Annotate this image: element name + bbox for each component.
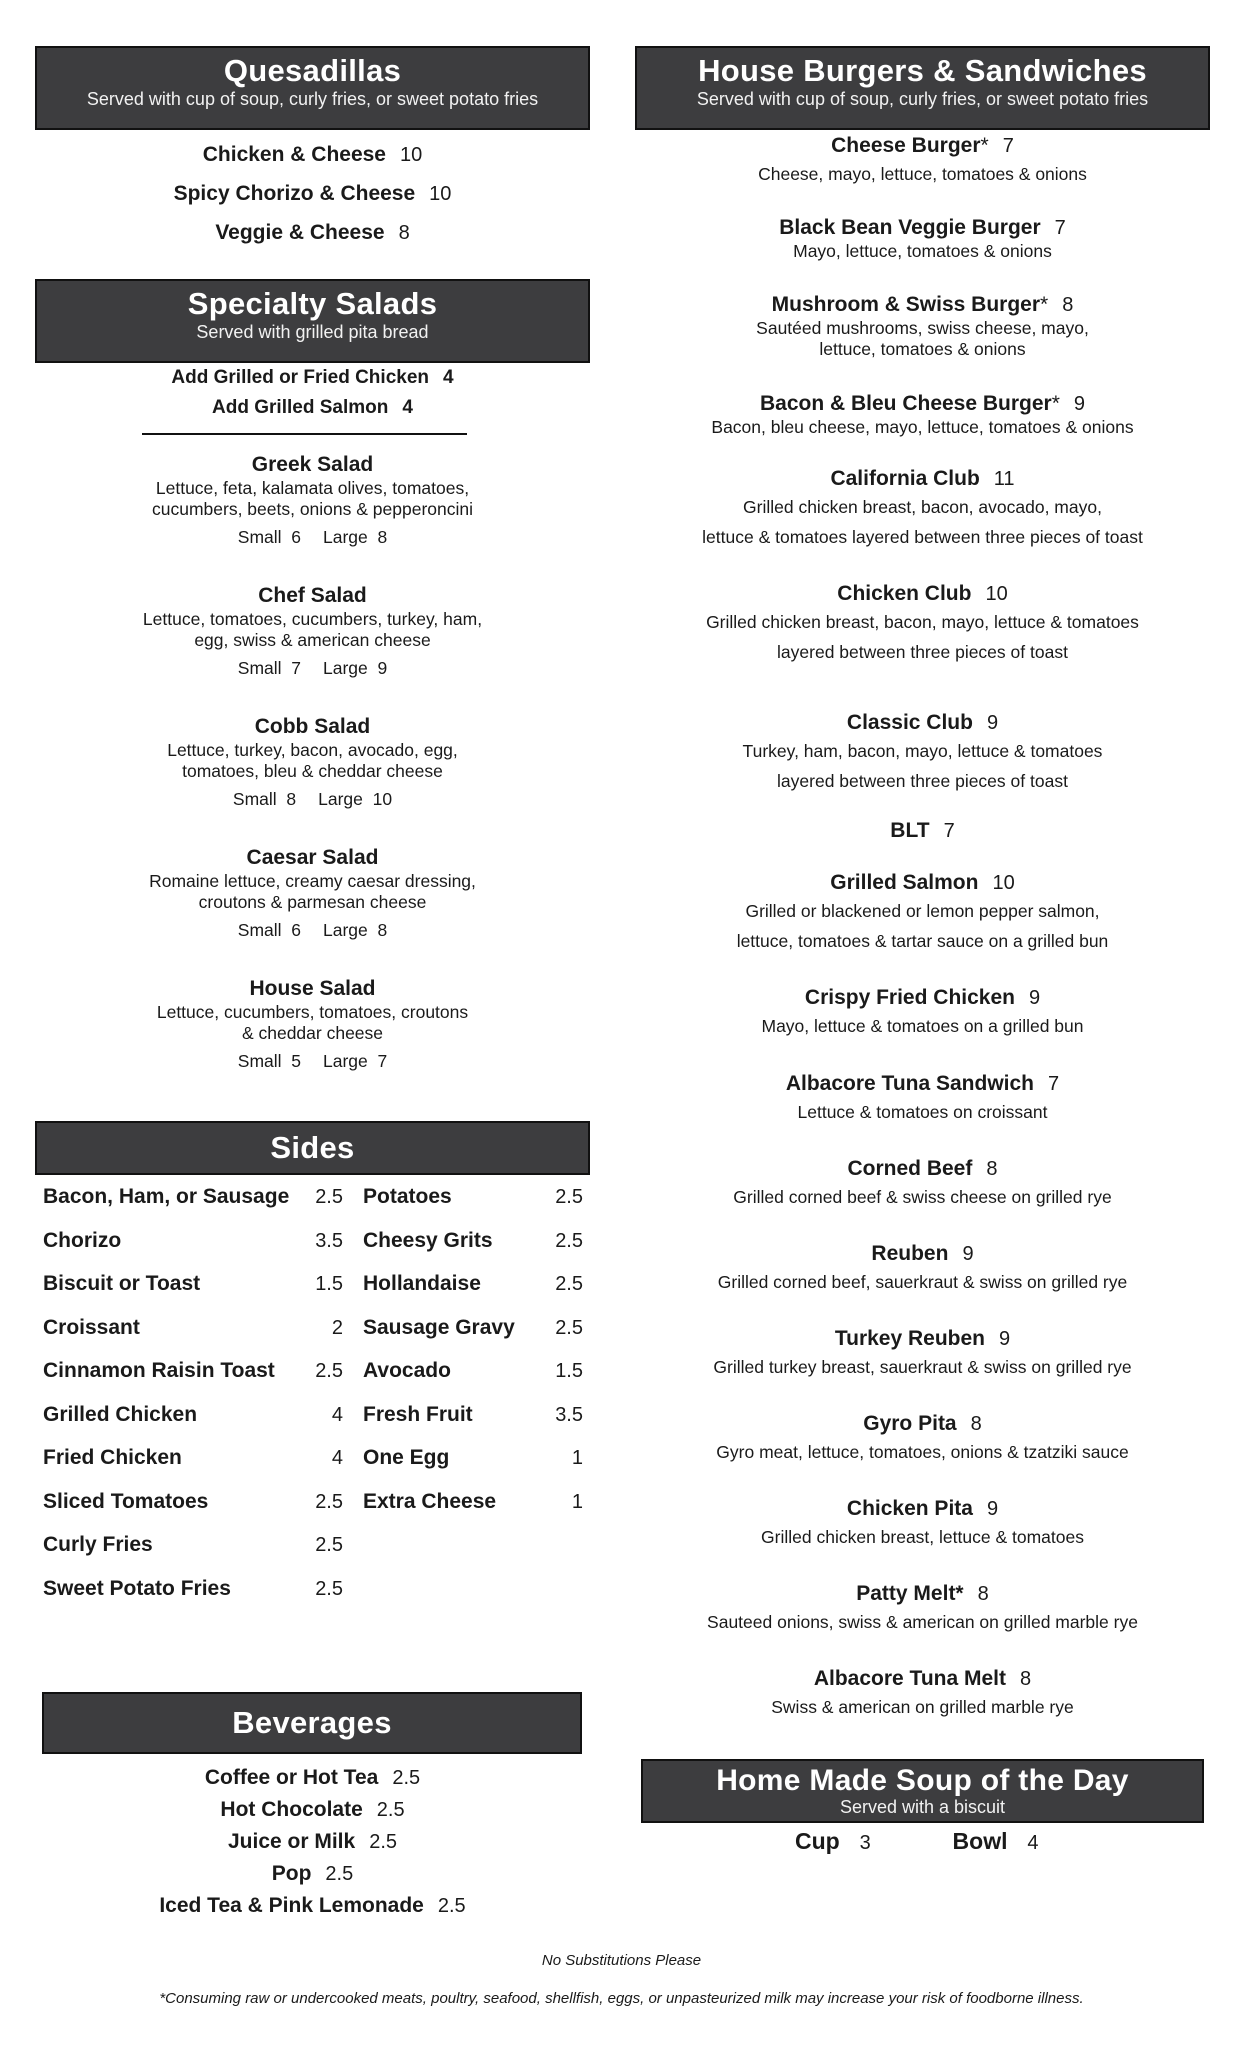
salad-large-price: Large 8 — [323, 920, 388, 940]
side-name: Cinnamon Raisin Toast — [43, 1359, 275, 1382]
raw-warning-asterisk: * — [980, 134, 989, 157]
sandwich-desc-line1: Grilled chicken breast, bacon, mayo, lettuce & tomatoes — [706, 612, 1139, 632]
side-name: Fried Chicken — [43, 1446, 182, 1469]
side-item — [43, 1402, 343, 1428]
sandwich-name: Corned Beef — [847, 1157, 973, 1180]
salad-name: Cobb Salad — [254, 715, 371, 738]
side-item — [363, 1358, 583, 1384]
salad-desc-line1: Lettuce, tomatoes, cucumbers, turkey, ham, — [142, 609, 483, 629]
salad-small-price: Small 5 — [237, 1051, 301, 1071]
side-name: Fresh Fruit — [363, 1402, 473, 1426]
salad-name: Greek Salad — [251, 453, 374, 476]
sandwich-title-line — [635, 292, 1210, 318]
sandwich-title-line — [635, 1156, 1210, 1182]
side-price: 4 — [331, 1447, 343, 1469]
side-price: 2.5 — [315, 1534, 343, 1556]
sandwich-item — [635, 1496, 1210, 1552]
side-price: 2.5 — [555, 1316, 583, 1339]
salad-sizes — [35, 527, 590, 548]
sandwich-price: 8 — [977, 1583, 989, 1605]
addon-name: Add Grilled or Fried Chicken — [171, 367, 430, 388]
side-item — [43, 1184, 343, 1210]
beverage-price: 2.5 — [325, 1863, 354, 1885]
sandwich-desc-line1: Grilled chicken breast, lettuce & tomatoes — [761, 1527, 1084, 1547]
side-name: Curly Fries — [43, 1533, 153, 1556]
salad-small-price: Small 7 — [237, 658, 301, 678]
sandwich-price: 9 — [999, 1328, 1011, 1350]
side-price: 3.5 — [315, 1229, 343, 1252]
sandwich-price: 10 — [985, 583, 1008, 605]
side-name: Hollandaise — [363, 1272, 481, 1295]
salad-desc-line2: cucumbers, beets, onions & pepperoncini — [151, 499, 474, 519]
sandwich-price: 7 — [1048, 1073, 1060, 1095]
beverage-price: 2.5 — [376, 1799, 405, 1821]
soup-bowl-price: 4 — [1027, 1832, 1039, 1854]
side-name: Croissant — [43, 1315, 140, 1339]
sandwich-desc-line2: layered between three pieces of toast — [777, 642, 1068, 662]
salad-desc-line2: & cheddar cheese — [241, 1023, 384, 1043]
raw-warning-asterisk: * — [1040, 293, 1049, 316]
sandwich-title-line — [635, 870, 1210, 896]
sandwich-title-line — [635, 1496, 1210, 1522]
soup-cup-price: 3 — [859, 1832, 871, 1854]
soup-header — [641, 1759, 1204, 1823]
side-name: Cheesy Grits — [363, 1228, 493, 1252]
beverage-price: 2.5 — [437, 1895, 466, 1917]
quesadillas-subtitle: Served with cup of soup, curly fries, or sweet potato fries — [86, 89, 539, 109]
beverage-name: Juice or Milk — [227, 1830, 356, 1853]
quesadilla-item — [35, 220, 590, 246]
beverage-item — [35, 1829, 590, 1855]
sandwich-item — [635, 581, 1210, 667]
quesadilla-name: Veggie & Cheese — [215, 221, 385, 244]
sandwich-desc-line1: Grilled chicken breast, bacon, avocado, mayo, — [743, 497, 1102, 517]
quesadilla-name: Spicy Chorizo & Cheese — [173, 182, 416, 205]
sandwich-desc-line1: Grilled or blackened or lemon pepper salmon, — [745, 901, 1100, 921]
beverage-item — [35, 1797, 590, 1823]
soup-bowl-label: Bowl — [952, 1828, 1008, 1854]
salads-title: Specialty Salads — [187, 286, 438, 321]
sandwich-item — [635, 1241, 1210, 1297]
sandwich-name: Chicken Pita — [846, 1497, 973, 1520]
sandwich-name: Classic Club — [846, 711, 973, 734]
sandwich-price: 7 — [1054, 217, 1066, 239]
side-item — [363, 1271, 583, 1297]
sandwich-price: 8 — [1020, 1668, 1032, 1690]
salad-item — [35, 845, 590, 941]
sandwich-desc-line2: layered between three pieces of toast — [777, 771, 1068, 791]
salad-small-price: Small 6 — [237, 527, 301, 547]
beverage-name: Pop — [271, 1862, 312, 1885]
soup-prices — [795, 1828, 1038, 1856]
salad-sizes — [35, 920, 590, 941]
sandwich-desc-line2: lettuce, tomatoes & onions — [819, 339, 1026, 359]
salad-desc-line1: Romaine lettuce, creamy caesar dressing, — [149, 871, 476, 891]
salads-header — [35, 279, 590, 363]
sandwich-desc-line1: Lettuce & tomatoes on croissant — [797, 1102, 1048, 1122]
sides-title: Sides — [270, 1130, 355, 1165]
soup-title: Home Made Soup of the Day — [716, 1764, 1129, 1797]
sandwich-title-line — [635, 818, 1210, 844]
beverages-title: Beverages — [232, 1705, 392, 1740]
sandwich-title-line — [635, 1411, 1210, 1437]
sandwich-price: 10 — [992, 872, 1015, 894]
salad-small-price: Small 8 — [232, 789, 297, 809]
side-price: 4 — [331, 1403, 343, 1426]
sandwich-name: Chicken Club — [837, 582, 972, 605]
sandwich-price: 9 — [986, 1498, 999, 1520]
sandwich-item — [635, 1156, 1210, 1212]
burgers-subtitle: Served with cup of soup, curly fries, or sweet potato fries — [696, 89, 1149, 109]
sandwich-desc-line2: lettuce & tomatoes layered between three pieces of toast — [702, 527, 1143, 547]
sandwich-desc-line1: Cheese, mayo, lettuce, tomatoes & onions — [758, 164, 1087, 184]
beverage-item — [35, 1765, 590, 1791]
side-price: 1 — [571, 1490, 583, 1513]
salad-addon — [35, 364, 590, 391]
sandwich-price: 8 — [970, 1413, 982, 1435]
side-item — [363, 1489, 583, 1515]
salad-large-price: Large 10 — [318, 789, 393, 809]
salads-divider — [142, 433, 467, 435]
sandwich-price: 11 — [993, 468, 1015, 490]
side-price: 2.5 — [555, 1273, 583, 1295]
sandwich-title-line — [635, 1581, 1210, 1607]
foodborne-illness-disclaimer: *Consuming raw or undercooked meats, poultry, seafood, shellfish, eggs, or unpasteurized milk may increase your risk of foodborne illness. — [159, 1990, 1084, 2007]
beverage-name: Coffee or Hot Tea — [204, 1766, 379, 1789]
sandwich-name: Crispy Fried Chicken — [804, 986, 1015, 1009]
quesadilla-price: 8 — [398, 222, 410, 244]
side-name: Extra Cheese — [363, 1489, 497, 1513]
salad-sizes — [35, 789, 590, 810]
side-item — [43, 1445, 343, 1471]
sandwich-desc-line1: Turkey, ham, bacon, mayo, lettuce & tomatoes — [742, 741, 1103, 761]
side-item — [43, 1271, 343, 1297]
sandwich-title-line — [635, 1666, 1210, 1692]
side-price: 2.5 — [555, 1229, 583, 1252]
sandwich-title-line — [635, 581, 1210, 607]
beverage-price: 2.5 — [369, 1831, 398, 1853]
side-item — [43, 1576, 343, 1602]
side-price: 1 — [571, 1447, 583, 1469]
side-name: Sausage Gravy — [363, 1315, 515, 1339]
sandwich-name: Mushroom & Swiss Burger — [771, 293, 1041, 316]
salad-item — [35, 583, 590, 679]
sandwich-item — [635, 818, 1210, 844]
quesadilla-name: Chicken & Cheese — [202, 143, 386, 166]
sandwich-title-line — [635, 710, 1210, 736]
sandwich-item — [635, 1666, 1210, 1722]
side-name: Potatoes — [363, 1185, 452, 1208]
side-item — [43, 1489, 343, 1515]
sandwich-name: Albacore Tuna Melt — [813, 1667, 1006, 1690]
side-name: One Egg — [363, 1446, 450, 1469]
sandwich-item — [635, 1071, 1210, 1127]
sandwich-name: Bacon & Bleu Cheese Burger — [759, 392, 1052, 415]
beverage-name: Iced Tea & Pink Lemonade — [159, 1894, 424, 1917]
beverage-name: Hot Chocolate — [220, 1798, 363, 1821]
sandwich-title-line — [635, 391, 1210, 417]
side-price: 2.5 — [315, 1186, 343, 1208]
quesadilla-item — [35, 142, 590, 168]
sandwich-desc-line1: Sautéed mushrooms, swiss cheese, mayo, — [756, 318, 1089, 338]
sandwich-desc-line1: Gyro meat, lettuce, tomatoes, onions & tzatziki sauce — [716, 1442, 1129, 1462]
salads-subtitle: Served with grilled pita bread — [196, 322, 429, 342]
burgers-title: House Burgers & Sandwiches — [698, 53, 1147, 88]
sandwich-price: 9 — [1073, 393, 1086, 415]
salad-desc-line2: egg, swiss & american cheese — [194, 630, 431, 650]
sides-header — [35, 1121, 590, 1175]
side-price: 2 — [331, 1316, 343, 1339]
sandwich-item — [635, 1326, 1210, 1382]
salad-desc-line1: Lettuce, turkey, bacon, avocado, egg, — [167, 740, 458, 760]
sandwich-desc-line1: Swiss & american on grilled marble rye — [771, 1697, 1074, 1717]
beverage-item — [35, 1861, 590, 1887]
salad-large-price: Large 8 — [323, 527, 388, 547]
sandwich-item — [635, 391, 1210, 438]
side-name: Bacon, Ham, or Sausage — [43, 1185, 290, 1208]
salad-name: House Salad — [249, 977, 376, 1000]
side-price: 3.5 — [555, 1403, 583, 1426]
sandwich-item — [635, 215, 1210, 262]
side-name: Sweet Potato Fries — [43, 1576, 231, 1600]
sandwich-desc-line2: lettuce, tomatoes & tartar sauce on a grilled bun — [736, 931, 1109, 951]
soup-subtitle: Served with a biscuit — [839, 1797, 1006, 1817]
sandwich-name: Albacore Tuna Sandwich — [785, 1072, 1035, 1095]
soup-cup-label: Cup — [795, 1828, 840, 1854]
side-name: Avocado — [363, 1359, 451, 1382]
side-price: 1.5 — [555, 1360, 583, 1382]
salad-name: Caesar Salad — [246, 846, 379, 869]
sandwich-price: 9 — [1028, 987, 1041, 1009]
salad-desc-line2: tomatoes, bleu & cheddar cheese — [182, 761, 443, 781]
sandwich-item — [635, 133, 1210, 189]
salad-desc-line1: Lettuce, cucumbers, tomatoes, croutons — [156, 1002, 469, 1022]
side-price: 2.5 — [315, 1490, 343, 1513]
side-item — [363, 1402, 583, 1428]
side-item — [363, 1184, 583, 1210]
quesadillas-header — [35, 46, 590, 130]
sandwich-price: 8 — [1062, 294, 1074, 316]
sandwich-name: California Club — [830, 467, 980, 490]
sandwich-price: 9 — [962, 1243, 974, 1265]
sandwich-title-line — [635, 1241, 1210, 1267]
addon-price: 4 — [402, 397, 413, 418]
side-item — [363, 1445, 583, 1471]
salad-addon — [35, 394, 590, 421]
side-price: 2.5 — [555, 1186, 583, 1208]
sandwich-item — [635, 292, 1210, 360]
beverage-price: 2.5 — [392, 1767, 421, 1789]
sandwich-name: Reuben — [871, 1242, 949, 1265]
quesadilla-price: 10 — [429, 183, 452, 205]
sandwich-title-line — [635, 133, 1210, 159]
sandwich-item — [635, 870, 1210, 956]
sandwich-item — [635, 1581, 1210, 1637]
salad-small-price: Small 6 — [237, 920, 301, 940]
side-name: Chorizo — [43, 1228, 122, 1252]
addon-name: Add Grilled Salmon — [212, 397, 389, 418]
sandwich-title-line — [635, 215, 1210, 241]
side-name: Biscuit or Toast — [43, 1272, 201, 1295]
sandwich-price: 7 — [943, 820, 955, 842]
beverage-item — [35, 1893, 590, 1919]
salad-item — [35, 976, 590, 1072]
salad-desc-line1: Lettuce, feta, kalamata olives, tomatoes, — [155, 478, 470, 498]
sandwich-title-line — [635, 985, 1210, 1011]
sandwich-desc-line1: Mayo, lettuce, tomatoes & onions — [793, 241, 1052, 261]
sandwich-name: Turkey Reuben — [834, 1327, 986, 1350]
sandwich-title-line — [635, 1071, 1210, 1097]
salad-large-price: Large 7 — [323, 1051, 388, 1071]
salad-item — [35, 714, 590, 810]
sandwich-desc-line1: Grilled turkey breast, sauerkraut & swiss on grilled rye — [713, 1357, 1132, 1377]
sandwich-name: Gyro Pita — [863, 1412, 957, 1435]
quesadilla-item — [35, 181, 590, 207]
side-item — [43, 1315, 343, 1341]
sandwich-item — [635, 710, 1210, 796]
sandwich-item — [635, 466, 1210, 552]
sandwich-price: 9 — [986, 712, 999, 734]
sandwich-price: 8 — [986, 1158, 998, 1180]
sandwich-title-line — [635, 1326, 1210, 1352]
side-price: 2.5 — [315, 1577, 343, 1600]
sandwich-name: Grilled Salmon — [830, 871, 979, 894]
sandwich-name: Patty Melt* — [856, 1582, 964, 1605]
side-item — [43, 1228, 343, 1254]
beverages-header — [42, 1692, 582, 1754]
sandwich-name: BLT — [890, 819, 930, 842]
sandwich-item — [635, 985, 1210, 1041]
side-price: 2.5 — [315, 1360, 343, 1382]
quesadilla-price: 10 — [400, 144, 423, 166]
sandwich-title-line — [635, 466, 1210, 492]
sandwich-desc-line1: Grilled corned beef & swiss cheese on grilled rye — [733, 1187, 1112, 1207]
salad-desc-line2: croutons & parmesan cheese — [198, 892, 427, 912]
salad-large-price: Large 9 — [323, 658, 388, 678]
side-name: Grilled Chicken — [43, 1402, 198, 1426]
salad-item — [35, 452, 590, 548]
sandwich-desc-line1: Sauteed onions, swiss & american on grilled marble rye — [707, 1612, 1138, 1632]
sandwich-price: 7 — [1002, 135, 1014, 157]
sandwich-desc-line1: Bacon, bleu cheese, mayo, lettuce, tomatoes & onions — [711, 417, 1134, 437]
side-price: 1.5 — [315, 1273, 343, 1295]
side-item — [43, 1358, 343, 1384]
salad-sizes — [35, 1051, 590, 1072]
sandwich-name: Black Bean Veggie Burger — [779, 216, 1041, 239]
burgers-header — [635, 46, 1210, 130]
side-name: Sliced Tomatoes — [43, 1489, 209, 1513]
no-substitutions-note: No Substitutions Please — [541, 1952, 702, 1969]
side-item — [363, 1228, 583, 1254]
sandwich-desc-line1: Mayo, lettuce & tomatoes on a grilled bun — [761, 1016, 1084, 1036]
sandwich-desc-line1: Grilled corned beef, sauerkraut & swiss on grilled rye — [717, 1272, 1128, 1292]
quesadillas-title: Quesadillas — [223, 53, 402, 88]
sandwich-name: Cheese Burger — [831, 134, 981, 157]
addon-price: 4 — [443, 367, 454, 388]
side-item — [43, 1532, 343, 1558]
side-item — [363, 1315, 583, 1341]
raw-warning-asterisk: * — [1051, 392, 1060, 415]
salad-sizes — [35, 658, 590, 679]
salad-name: Chef Salad — [258, 584, 367, 607]
sandwich-item — [635, 1411, 1210, 1467]
